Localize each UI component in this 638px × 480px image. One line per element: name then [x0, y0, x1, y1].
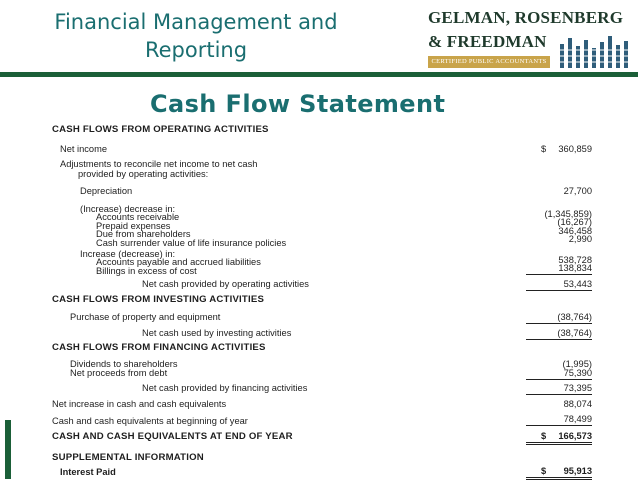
- shareholders-value: 346,458: [558, 226, 592, 236]
- billings-value: 138,834: [526, 262, 592, 275]
- left-accent-bar: [5, 420, 11, 479]
- net-operating-label: Net cash provided by operating activities: [142, 279, 309, 289]
- adjustments-label-line1: Adjustments to reconcile net income to net cash: [60, 159, 258, 169]
- net-financing-value: 73,395: [526, 382, 592, 395]
- financing-section-title: CASH FLOWS FROM FINANCING ACTIVITIES: [52, 342, 266, 353]
- end-cash-value: 166,573: [526, 430, 592, 445]
- supplemental-title: SUPPLEMENTAL INFORMATION: [52, 452, 204, 463]
- receivable-label: Accounts receivable: [96, 212, 180, 222]
- purchase-label: Purchase of property and equipment: [70, 312, 221, 322]
- end-cash-currency: $: [541, 431, 547, 441]
- insurance-label: Cash surrender value of life insurance policies: [96, 238, 287, 248]
- slide-title: [6, 8, 386, 64]
- adjustments-label-line2: provided by operating activities:: [78, 169, 209, 179]
- dividends-label: Dividends to shareholders: [70, 359, 178, 369]
- shareholders-label: Due from shareholders: [96, 229, 191, 239]
- increase-heading: Increase (decrease) in:: [80, 249, 176, 259]
- net-investing-value: (38,764): [526, 327, 592, 340]
- statement-heading: Cash Flow Statement: [150, 90, 446, 118]
- prepaid-label: Prepaid expenses: [96, 221, 171, 231]
- net-increase-value: 88,074: [563, 399, 592, 409]
- payable-label: Accounts payable and accrued liabilities: [96, 257, 261, 267]
- net-financing-label: Net cash provided by financing activities: [142, 383, 308, 393]
- slide-title-line1: Financial Management and: [54, 10, 338, 34]
- net-increase-label: Net increase in cash and cash equivalents: [52, 399, 227, 409]
- decrease-heading: (Increase) decrease in:: [80, 204, 176, 214]
- depreciation-value: 27,700: [563, 186, 592, 196]
- logo-bars-icon: [558, 36, 632, 70]
- beginning-cash-value: 78,499: [526, 413, 592, 426]
- insurance-value: 2,990: [568, 234, 592, 244]
- investing-section-title: CASH FLOWS FROM INVESTING ACTIVITIES: [52, 294, 265, 305]
- logo-name-line2: & FREEDMAN: [428, 32, 547, 51]
- end-cash-label: CASH AND CASH EQUIVALENTS AT END OF YEAR: [52, 431, 293, 442]
- purchase-value: (38,764): [526, 311, 592, 324]
- net-income-currency: $: [541, 144, 547, 154]
- debt-label: Net proceeds from debt: [70, 368, 168, 378]
- net-income-label: Net income: [60, 144, 108, 154]
- beginning-cash-label: Cash and cash equivalents at beginning of year: [52, 416, 248, 426]
- payable-value: 538,728: [558, 255, 592, 265]
- net-operating-value: 53,443: [526, 278, 592, 291]
- header-divider: [0, 72, 638, 77]
- net-income-value: 360,859: [558, 144, 592, 154]
- firm-logo: [428, 6, 633, 70]
- logo-name-line1: GELMAN, ROSENBERG: [428, 8, 624, 27]
- prepaid-value: (16,267): [557, 217, 592, 227]
- net-investing-label: Net cash used by investing activities: [142, 328, 292, 338]
- depreciation-label: Depreciation: [80, 186, 133, 196]
- interest-paid-value: 95,913: [526, 465, 592, 480]
- interest-paid-label: Interest Paid: [60, 467, 116, 477]
- operating-section-title: CASH FLOWS FROM OPERATING ACTIVITIES: [52, 124, 269, 135]
- dividends-value: (1,995): [562, 359, 592, 369]
- logo-tagline: CERTIFIED PUBLIC ACCOUNTANTS: [428, 56, 550, 68]
- receivable-value: (1,345,859): [544, 209, 592, 219]
- interest-currency: $: [541, 466, 547, 476]
- cash-flow-statement: [52, 122, 612, 479]
- billings-label: Billings in excess of cost: [96, 266, 197, 276]
- debt-value: 75,390: [526, 367, 592, 380]
- slide-title-line2: Reporting: [144, 38, 248, 62]
